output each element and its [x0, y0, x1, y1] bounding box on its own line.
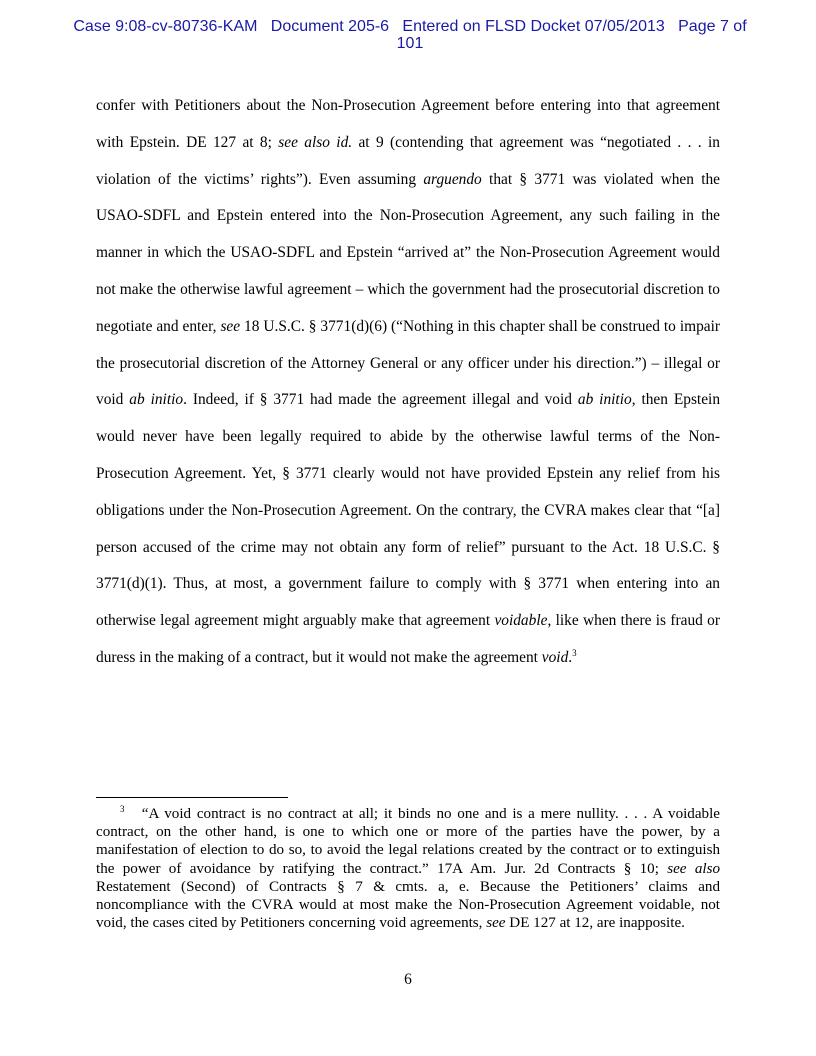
- footnote-reference: 3: [572, 647, 577, 658]
- body-paragraph: [96, 88, 720, 677]
- body-text-segment: confer with Petitioners about the Non-Prosecution Agreement before entering into that agreement with Epstein. DE 127 at 8;: [96, 97, 720, 151]
- body-text-segment: , like when there is fraud or duress in the making of a contract, but it would not make the agreement: [96, 612, 720, 666]
- latin-term-arguendo: arguendo: [423, 170, 482, 188]
- citation-signal-see: see: [220, 317, 241, 335]
- body-text-segment: , then Epstein would never have been legally required to abide by the otherwise lawful terms of the Non-Prosecution Agreement. Yet, § 3771 clearly would not have provided Epstein any relief from his obligations under the Non-Prosecution Agreement. On the contrary, the CVRA makes clear that “[a] person accused of the crime may not obtain any form of relief” pursuant to the Act. 18 U.S.C. § 3771(d)(1). Thus, at most, a government failure to comply with § 3771 when entering into an otherwise legal agreement might arguably make that agreement: [96, 391, 721, 630]
- body-text-segment: at 9 (contending that agreement was “negotiated . . . in violation of the victims’ rights”). Even assuming: [96, 133, 720, 188]
- citation-signal-see-also: see also: [667, 860, 720, 877]
- footnote-marker: 3: [120, 803, 125, 814]
- emphasis-voidable: voidable: [494, 612, 548, 630]
- citation-signal-see: see: [486, 915, 506, 932]
- body-text-segment: .: [568, 648, 573, 666]
- emphasis-void: void: [541, 648, 569, 666]
- court-filing-stamp: [60, 18, 760, 52]
- page-number: 6: [404, 971, 412, 988]
- stamp-line-2: 101: [396, 35, 424, 52]
- footnote: [96, 805, 720, 932]
- body-text-segment: 18 U.S.C. § 3771(d)(6) (“Nothing in this chapter shall be construed to impair the prosecutorial discretion of the Attorney General or any officer under his direction.”) – illegal or void: [96, 317, 720, 409]
- footnote-text-segment: DE 127 at 12, are inapposite.: [505, 915, 685, 932]
- stamp-line-1: Case 9:08-cv-80736-KAM Document 205-6 Entered on FLSD Docket 07/05/2013 Page 7 of: [73, 18, 747, 35]
- footnote-text-segment: Restatement (Second) of Contracts § 7 & cmts. a, e. Because the Petitioners’ claims and noncompliance with the CVRA would at most make the Non-Prosecution Agreement voidable, not void, the cases cited by Petitioners concerning void agreements,: [96, 878, 720, 932]
- body-text-segment: . Indeed, if § 3771 had made the agreement illegal and void: [183, 391, 578, 409]
- footnote-text-segment: “A void contract is no contract at all; it binds no one and is a mere nullity. . . . A voidable contract, on the other hand, is one to which one or more of the parties have the power, by a manifestation of election to do so, to avoid the legal relations created by the contract or to extinguish the power of avoidance by ratifying the contract.” 17A Am. Jur. 2d Contracts § 10;: [96, 806, 720, 877]
- latin-term-ab-initio: ab initio: [129, 391, 184, 409]
- footnote-separator: [96, 797, 288, 798]
- latin-term-ab-initio: ab initio: [577, 391, 632, 409]
- body-text-segment: that § 3771 was violated when the USAO-SDFL and Epstein entered into the Non-Prosecution Agreement, any such failing in the manner in which the USAO-SDFL and Epstein “arrived at” the Non-Prosecution Agreement would not make the otherwise lawful agreement – which the government had the prosecutorial discretion to negotiate and enter,: [96, 170, 721, 335]
- citation-signal-see-also-id: see also id.: [278, 133, 353, 151]
